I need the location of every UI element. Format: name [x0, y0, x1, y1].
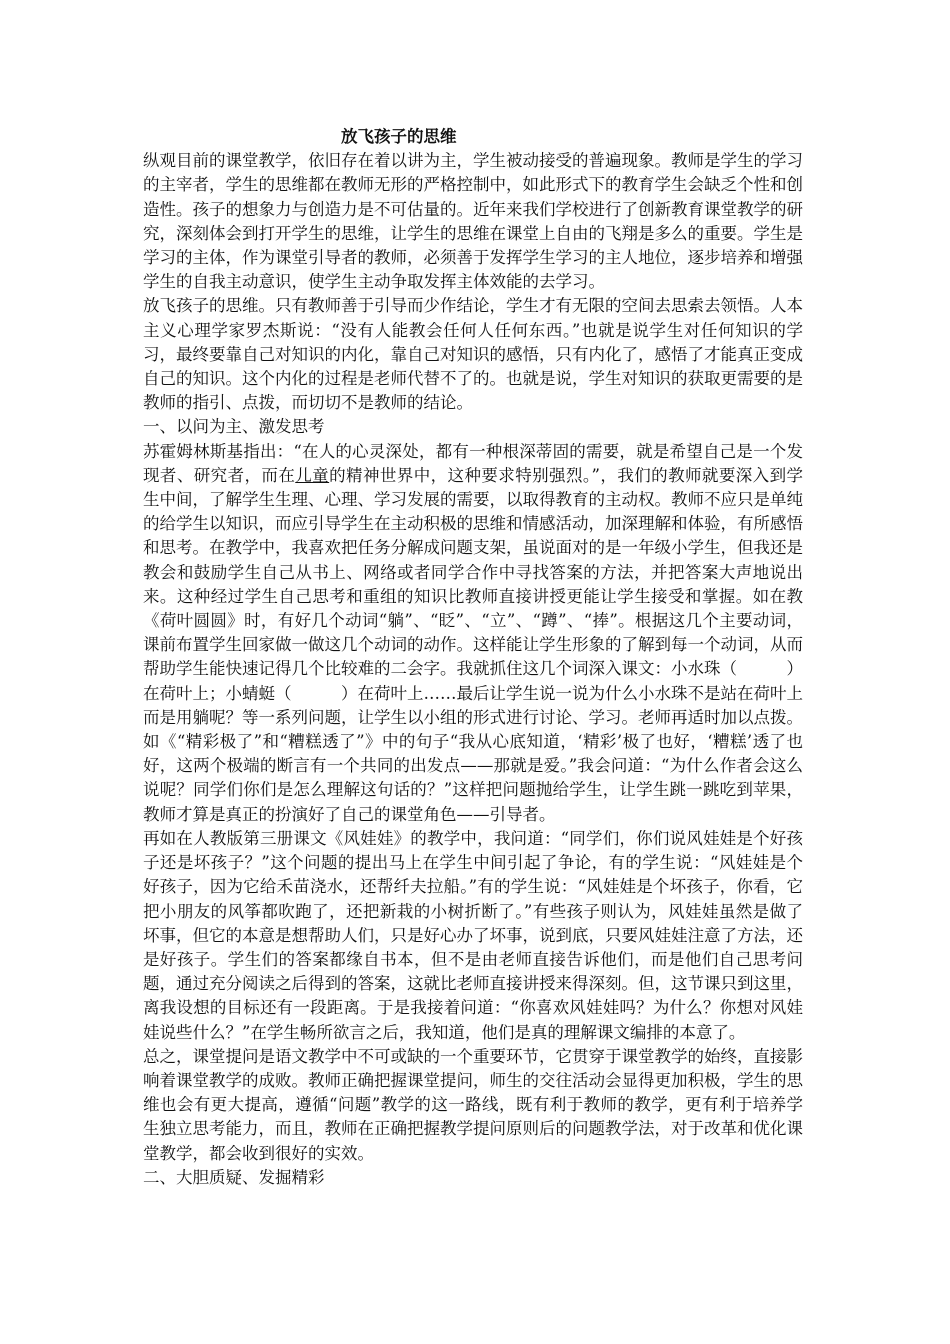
document-body: [143, 125, 803, 1190]
paragraph-intro: 纵观目前的课堂教学，依旧存在着以讲为主，学生被动接受的普遍现象。教师是学生的学习的主宰者，学生的思维都在教师无形的严格控制中，如此形式下的教育学生会缺乏个性和创造性。孩子的想象力与创造力是不可估量的。近年来我们学校进行了创新教育课堂教学的研究，深刻体会到打开学生的思维，让学生的思维在课堂上自由的飞翔是多么的重要。学生是学习的主体，作为课堂引导者的教师，必须善于发挥学生学习的主人地位，逐步培养和增强学生的自我主动意识，使学生主动争取发挥主体效能的去学习。: [143, 151, 803, 292]
section-heading-2: 二、大胆质疑、发掘精彩: [143, 1167, 325, 1187]
paragraph-questions-part-b: 的精神世界中，这种要求特别强烈。”，我们的教师就要深入到学生中间，了解学生生理、心理、学习发展的需要，以取得教育的主动权。教师不应只是单纯的给学生以知识，而应引导学生在主动积极的思维和情感活动，加深理解和体验，有所感悟和思考。在教学中，我喜欢把任务分解成问题支架，虽说面对的是一年级小学生，但我还是教会和鼓励学生自己从书上、网络或者同学合作中寻找答案的方法，并把答案大声地说出来。这种经过学生自己思考和重组的知识比教师直接讲授更能让学生接受和掌握。如在教《荷叶圆圆》时，有好几个动词“躺”、“眨”、“立”、“蹲”、“捧”。根据这几个主要动词，课前布置学生回家做一做这几个动词的动作。这样能让学生形象的了解到每一个动词，从而帮助学生能快速记得几个比较难的二会字。我就抓住这几个词深入课文：小水珠（ ）在荷叶上；小蜻蜓（ ）在荷叶上……最后让学生说一说为什么小水珠不是站在荷叶上而是用躺呢？等一系列问题，让学生以小组的形式进行讨论、学习。老师再适时加以点拨。如《“精彩极了”和“糟糕透了”》中的句子“我从心底知道，‘精彩’极了也好，‘糟糕’透了也好，这两个极端的断言有一个共同的出发点——那就是爱。”我会问道：“为什么作者会这么说呢？同学们你们是怎么理解这句话的？”这样把问题抛给学生，让学生跳一跳吃到苹果，教师才算是真正的扮演好了自己的课堂角色——引导者。: [143, 465, 804, 824]
children-link[interactable]: 儿童: [295, 465, 330, 485]
paragraph-questions: [143, 440, 803, 827]
paragraph-thinking: 放飞孩子的思维。只有教师善于引导而少作结论，学生才有无限的空间去思索去领悟。人本主义心理学家罗杰斯说：“没有人能教会任何人任何东西。”也就是说学生对任何知识的学习，最终要靠自己对知识的内化，靠自己对知识的感悟，只有内化了，感悟了才能真正变成自己的知识。这个内化的过程是老师代替不了的。也就是说，学生对知识的获取更需要的是教师的指引、点拨，而切切不是教师的结论。: [143, 296, 803, 413]
section-heading-1: 一、以问为主、激发思考: [143, 417, 325, 437]
paragraph-summary: 总之，课堂提问是语文教学中不可或缺的一个重要环节，它贯穿于课堂教学的始终，直接影响着课堂教学的成败。教师正确把握课堂提问，师生的交往活动会显得更加积极，学生的思维也会有更大提高，遵循“问题”教学的这一路线，既有利于教师的教学，更有利于培养学生独立思考能力，而且，教师在正确把握教学提问原则后的问题教学法，对于改革和优化课堂教学，都会收到很好的实效。: [143, 1046, 803, 1163]
document-title: 放飞孩子的思维: [341, 127, 457, 146]
paragraph-wind-doll: 再如在人教版第三册课文《风娃娃》的教学中，我问道：“同学们，你们说风娃娃是个好孩子还是坏孩子？”这个问题的提出马上在学生中间引起了争论，有的学生说：“风娃娃是个好孩子，因为它给禾苗浇水，还帮纤夫拉船。”有的学生说：“风娃娃是个坏孩子，你看，它把小朋友的风筝都吹跑了，还把新栽的小树折断了。”有些孩子则认为，风娃娃虽然是做了坏事，但它的本意是想帮助人们，只是好心办了坏事，说到底，只要风娃娃注意了方法，还是好孩子。学生们的答案都缘自书本，但不是由老师直接告诉他们，而是他们自己思考问题，通过充分阅读之后得到的答案，这就比老师直接讲授来得深刻。但，这节课只到这里，离我设想的目标还有一段距离。于是我接着问道：“你喜欢风娃娃吗？为什么？你想对风娃娃说些什么？”在学生畅所欲言之后，我知道，他们是真的理解课文编排的本意了。: [143, 828, 803, 1042]
paragraph-questions-part-a: 苏霍姆林斯基指出：“在人的心灵深处，都有一种根深蒂固的需要，就是希望自己是一个发现者、研究者，而在: [143, 441, 803, 485]
